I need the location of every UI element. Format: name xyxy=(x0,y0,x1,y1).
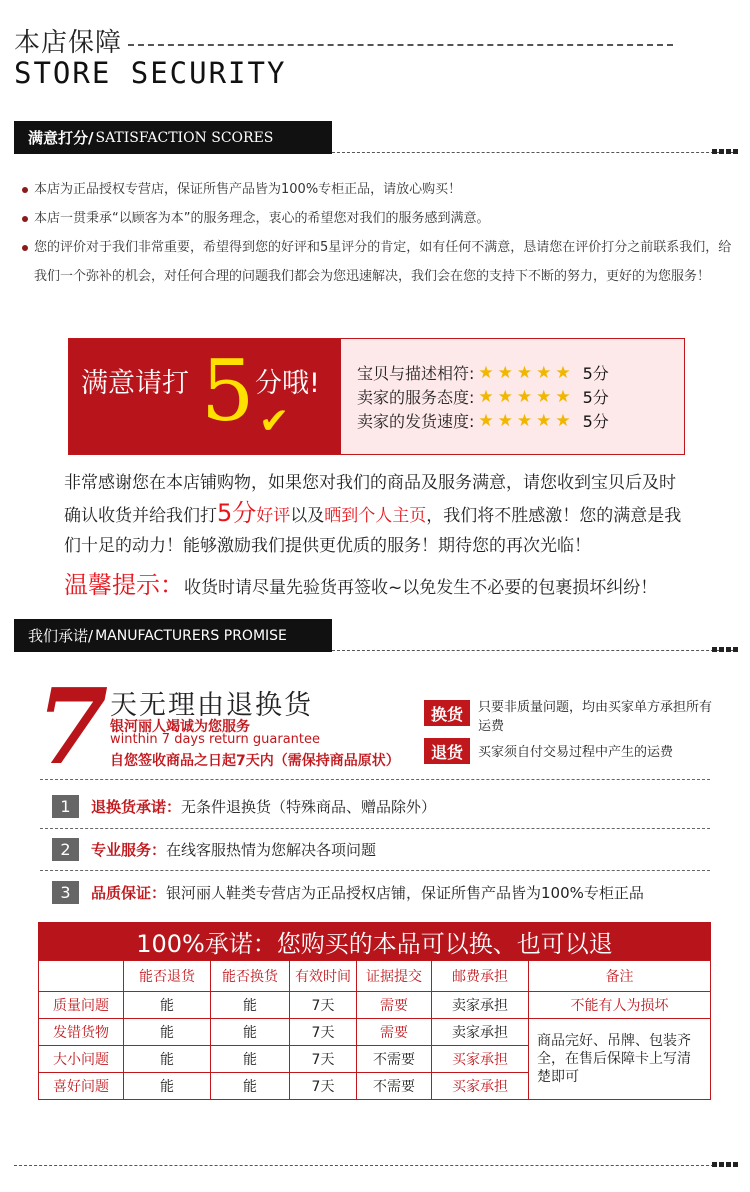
table-header: 有效时间 xyxy=(290,961,357,992)
five-score-highlight: 5分 xyxy=(217,499,257,527)
cell-exchange: 能 xyxy=(211,1073,290,1100)
seven-days-number: 7 xyxy=(36,665,109,788)
thanks-text: ，我们将不胜感激！您的满意是我 xyxy=(426,506,682,526)
score-banner-text: 满意请打 xyxy=(81,368,189,399)
section-blocks-decoration xyxy=(712,149,738,154)
section-title-cn: 我们承诺/ xyxy=(28,627,94,645)
return-sub-english: winthin 7 days return guarantee xyxy=(110,732,321,747)
divider xyxy=(40,828,710,829)
score-box xyxy=(68,338,685,455)
cell-time: 7天 xyxy=(290,992,357,1019)
cell-postage: 买家承担 xyxy=(432,1046,529,1073)
row-type: 大小问题 xyxy=(39,1046,124,1073)
cell-return: 能 xyxy=(124,1073,211,1100)
promise-number: 2 xyxy=(52,838,79,861)
section-blocks-decoration xyxy=(712,647,738,652)
cell-postage: 卖家承担 xyxy=(432,992,529,1019)
good-review-highlight: 好评 xyxy=(256,506,291,526)
page-title-en: STORE SECURITY xyxy=(14,56,287,90)
check-icon: ✔ xyxy=(259,401,290,442)
score-label: 宝贝与描述相符: xyxy=(357,364,475,383)
promise-number: 1 xyxy=(52,795,79,818)
return-sub-condition: 自您签收商品之日起7天内（需保持商品原状） xyxy=(110,753,400,769)
thanks-line: 们十足的动力！能够激励我们提供更优质的服务！期待您的再次光临！ xyxy=(64,536,591,556)
guarantee-table xyxy=(38,960,711,1100)
return-tag-text: 买家须自付交易过程中产生的运费 xyxy=(478,745,674,760)
promise-label: 品质保证： xyxy=(91,884,167,902)
cell-return: 能 xyxy=(124,1046,211,1073)
promise-item xyxy=(52,795,436,818)
warm-tip-title: 温馨提示： xyxy=(64,571,184,599)
divider xyxy=(40,779,710,780)
cell-postage: 卖家承担 xyxy=(432,1019,529,1046)
exchange-tag-text: 只要非质量问题，均由买家单方承担所有运费 xyxy=(478,700,713,734)
cell-note: 不能有人为损坏 xyxy=(529,992,711,1019)
cell-evidence: 不需要 xyxy=(357,1046,432,1073)
bullet-item: 本店为正品授权专营店，保证所售产品皆为100%专柜正品，请放心购买！ xyxy=(22,175,737,204)
return-tag: 退货 xyxy=(424,738,470,764)
bullet-item: 本店一贯秉承“以顾客为本”的服务理念，衷心的希望您对我们的服务感到满意。 xyxy=(22,204,737,233)
cell-note: 商品完好、吊牌、包装齐全，在售后保障卡上写清楚即可 xyxy=(529,1019,711,1100)
cell-exchange: 能 xyxy=(211,1046,290,1073)
score-label: 卖家的服务态度: xyxy=(357,388,475,407)
cell-time: 7天 xyxy=(290,1019,357,1046)
table-header: 邮费承担 xyxy=(432,961,529,992)
promise-text: 无条件退换货（特殊商品、赠品除外） xyxy=(181,798,437,816)
cell-time: 7天 xyxy=(290,1046,357,1073)
satisfaction-bullets xyxy=(22,175,737,291)
promise-number: 3 xyxy=(52,881,79,904)
cell-exchange: 能 xyxy=(211,992,290,1019)
divider xyxy=(40,870,710,871)
cell-evidence: 不需要 xyxy=(357,1073,432,1100)
table-header: 能否退货 xyxy=(124,961,211,992)
row-type: 发错货物 xyxy=(39,1019,124,1046)
promise-label: 退换货承诺： xyxy=(91,798,182,816)
row-type: 质量问题 xyxy=(39,992,124,1019)
section-bar-satisfaction xyxy=(14,121,332,154)
cell-time: 7天 xyxy=(290,1073,357,1100)
footer-divider xyxy=(14,1165,714,1166)
section-blocks-decoration xyxy=(712,1162,738,1167)
share-highlight: 晒到个人主页 xyxy=(324,506,427,526)
star-rating-icon: ★★★★★ xyxy=(478,386,575,407)
promise-text: 在线客服热情为您解决各项问题 xyxy=(166,841,377,859)
table-header-row xyxy=(39,961,711,992)
thanks-paragraph xyxy=(64,468,704,561)
exchange-tag: 换货 xyxy=(424,700,470,726)
section-divider xyxy=(332,152,734,153)
warm-tip xyxy=(64,565,657,600)
table-header: 备注 xyxy=(529,961,711,992)
cell-postage: 买家承担 xyxy=(432,1073,529,1100)
star-rating-icon: ★★★★★ xyxy=(478,362,575,383)
cell-evidence: 需要 xyxy=(357,992,432,1019)
score-row xyxy=(357,361,609,384)
row-type: 喜好问题 xyxy=(39,1073,124,1100)
warm-tip-text: 收货时请尽量先验货再签收~以免发生不必要的包裹损坏纠纷！ xyxy=(184,578,658,598)
promise-text: 银河丽人鞋类专营店为正品授权店铺，保证所售产品皆为100%专柜正品 xyxy=(166,884,644,902)
table-header: 能否换货 xyxy=(211,961,290,992)
table-row xyxy=(39,992,711,1019)
thanks-text: 确认收货并给我们打 xyxy=(64,506,217,526)
score-value: 5分 xyxy=(582,412,609,431)
return-sub-service: 银河丽人竭诚为您服务 xyxy=(110,719,250,735)
score-row xyxy=(357,409,609,432)
table-header xyxy=(39,961,124,992)
section-divider xyxy=(332,650,734,651)
bullet-item: 您的评价对于我们非常重要，希望得到您的好评和5星评分的肯定，如有任何不满意，恳请您在评价打分之前联系我们，给我们一个弥补的机会，对任何合理的问题我们都会为您迅速解决，我们会在您的支持下不断的努力，更好的为您服务！ xyxy=(22,233,737,291)
section-bar-promise xyxy=(14,619,332,652)
return-title: 天无理由退换货 xyxy=(110,690,313,721)
cell-return: 能 xyxy=(124,1019,211,1046)
title-divider xyxy=(128,44,673,46)
guarantee-banner: 100%承诺：您购买的本品可以换、也可以退 xyxy=(38,922,711,960)
score-big-five: 5 xyxy=(201,342,255,440)
cell-exchange: 能 xyxy=(211,1019,290,1046)
cell-return: 能 xyxy=(124,992,211,1019)
score-label: 卖家的发货速度: xyxy=(357,412,475,431)
section-title-en: MANUFACTURERS PROMISE xyxy=(95,627,287,644)
section-title-en: SATISFACTION SCORES xyxy=(95,129,274,146)
cell-evidence: 需要 xyxy=(357,1019,432,1046)
thanks-text: 以及 xyxy=(290,506,325,526)
score-value: 5分 xyxy=(582,364,609,383)
table-header: 证据提交 xyxy=(357,961,432,992)
page-title-cn: 本店保障 xyxy=(14,28,123,58)
promise-label: 专业服务： xyxy=(91,841,167,859)
thanks-line: 非常感谢您在本店铺购物，如果您对我们的商品及服务满意，请您收到宝贝后及时 xyxy=(64,473,676,493)
promise-item xyxy=(52,838,376,861)
table-row xyxy=(39,1019,711,1046)
thanks-line xyxy=(64,498,704,531)
star-rating-icon: ★★★★★ xyxy=(478,410,575,431)
section-title-cn: 满意打分/ xyxy=(28,129,94,147)
promise-item xyxy=(52,881,644,904)
score-value: 5分 xyxy=(582,388,609,407)
score-row xyxy=(357,385,609,408)
score-banner xyxy=(69,339,341,454)
score-banner-text-2: 分哦! xyxy=(255,368,320,399)
